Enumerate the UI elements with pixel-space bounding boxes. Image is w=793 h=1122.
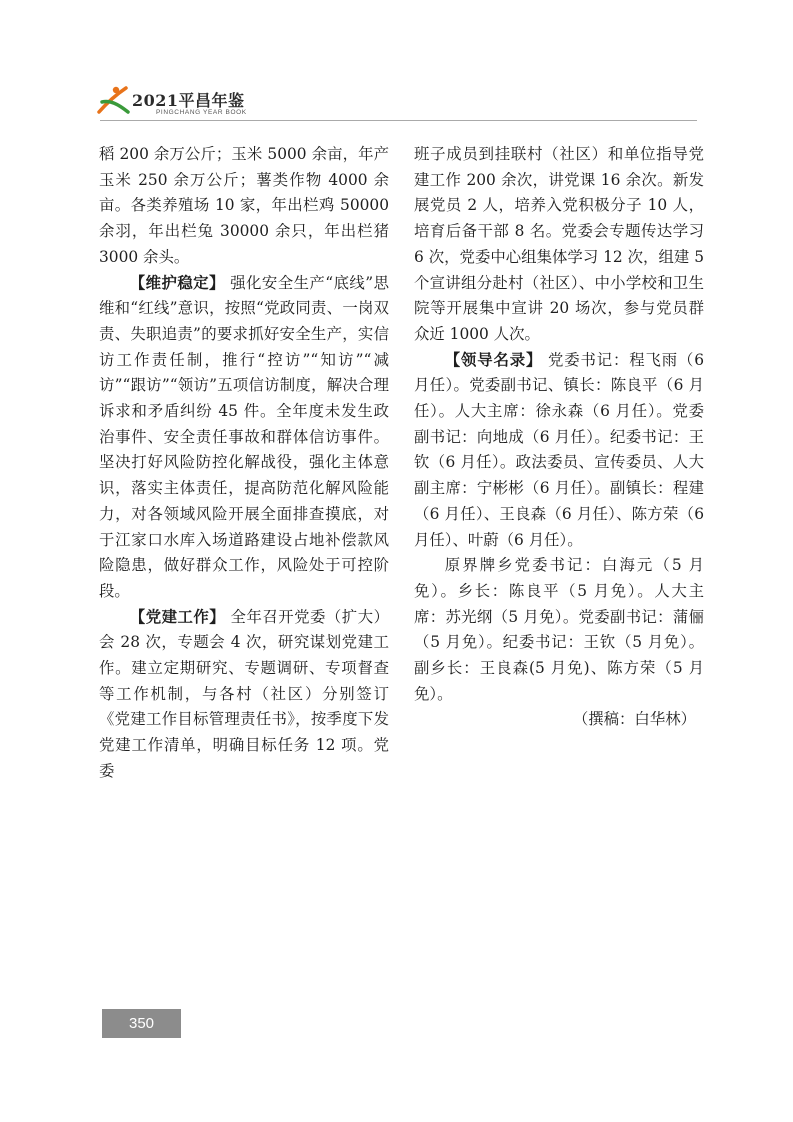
agriculture-paragraph: 稻 200 余万公斤；玉米 5000 余亩，年产玉米 250 余万公斤；薯类作物 4000 余亩。各类养殖场 10 家，年出栏鸡 50000 余羽，年出栏兔 30000 余只，年出栏猪 3000 余头。 xyxy=(99,145,389,266)
stability-label: 【维护稳定】 xyxy=(129,273,225,292)
page-number-badge xyxy=(102,1009,181,1038)
stability-paragraph xyxy=(99,271,389,605)
page-header xyxy=(96,82,696,122)
former-township-paragraph: 原界牌乡党委书记：白海元（5 月免）。乡长：陈良平（5 月免）。人大主席：苏光纲（5 月免）。党委副书记：蒲俪（5 月免）。纪委书记：王钦（5 月免）。副乡长：王良森(5 月免)、陈方荣（5 月免）。 xyxy=(414,556,704,703)
yearbook-title: 2021平昌年鉴 xyxy=(132,91,245,110)
author-signature: （撰稿：白华林） xyxy=(572,710,696,729)
party-building-label: 【党建工作】 xyxy=(129,607,226,626)
stability-text: 强化安全生产“底线”思维和“红线”意识，按照“党政同责、一岗双责、失职追责”的要求抓好安全生产，实信访工作责任制，推行“控访”“知访”“减访”“跟访”“领访”五项信访制度，解决合理诉求和矛盾纠纷 45 件。全年度未发生政治事件、安全责任事故和群体信访事件。坚决打好风险防控化解战役，强化主体意识，落实主体责任，提高防范化解风险能力，对各领域风险开展全面排查摸底，对于江家口水库入场道路建设占地补偿款风险隐患，做好群众工作，风险处于可控阶段。 xyxy=(99,273,389,600)
leadership-label: 【领导名录】 xyxy=(444,350,543,369)
leadership-paragraph xyxy=(414,348,704,554)
right-column xyxy=(414,142,704,733)
yearbook-subtitle: PINGCHANG YEAR BOOK xyxy=(156,109,247,116)
header-divider xyxy=(100,120,697,121)
party-building-paragraph xyxy=(99,605,389,785)
leadership-text: 党委书记：程飞雨（6 月任）。党委副书记、镇长：陈良平（6 月任）。人大主席：徐永森（6 月任）。党委副书记：向地成（6 月任）。纪委书记：王钦（6 月任）。政法委员、宣传委员、人大副主席：宁彬彬（6 月任）。副镇长：程建（6 月任）、王良森（6 月任）、陈方荣（6 月任）、叶蔚（6 月任）。 xyxy=(414,350,704,549)
page-number: 350 xyxy=(128,1015,155,1032)
left-column xyxy=(99,142,389,785)
yearbook-logo-icon xyxy=(96,82,136,118)
party-building-continued: 班子成员到挂联村（社区）和单位指导党建工作 200 余次，讲党课 16 余次。新发展党员 2 人，培养入党积极分子 10 人，培育后备干部 8 名。党委会专题传达学习 6 次，党委中心组集体学习 12 次，组建 5 个宣讲组分赴村（社区）、中小学校和卫生院等开展集中宣讲 20 场次，参与党员群众近 1000 人次。 xyxy=(414,145,704,343)
party-building-text: 全年召开党委（扩大）会 28 次，专题会 4 次，研究谋划党建工作。建立定期研究、专题调研、专项督查等工作机制，与各村（社区）分别签订《党建工作目标管理责任书》，按季度下发党建工作清单，明确目标任务 12 项。党委 xyxy=(99,607,389,780)
